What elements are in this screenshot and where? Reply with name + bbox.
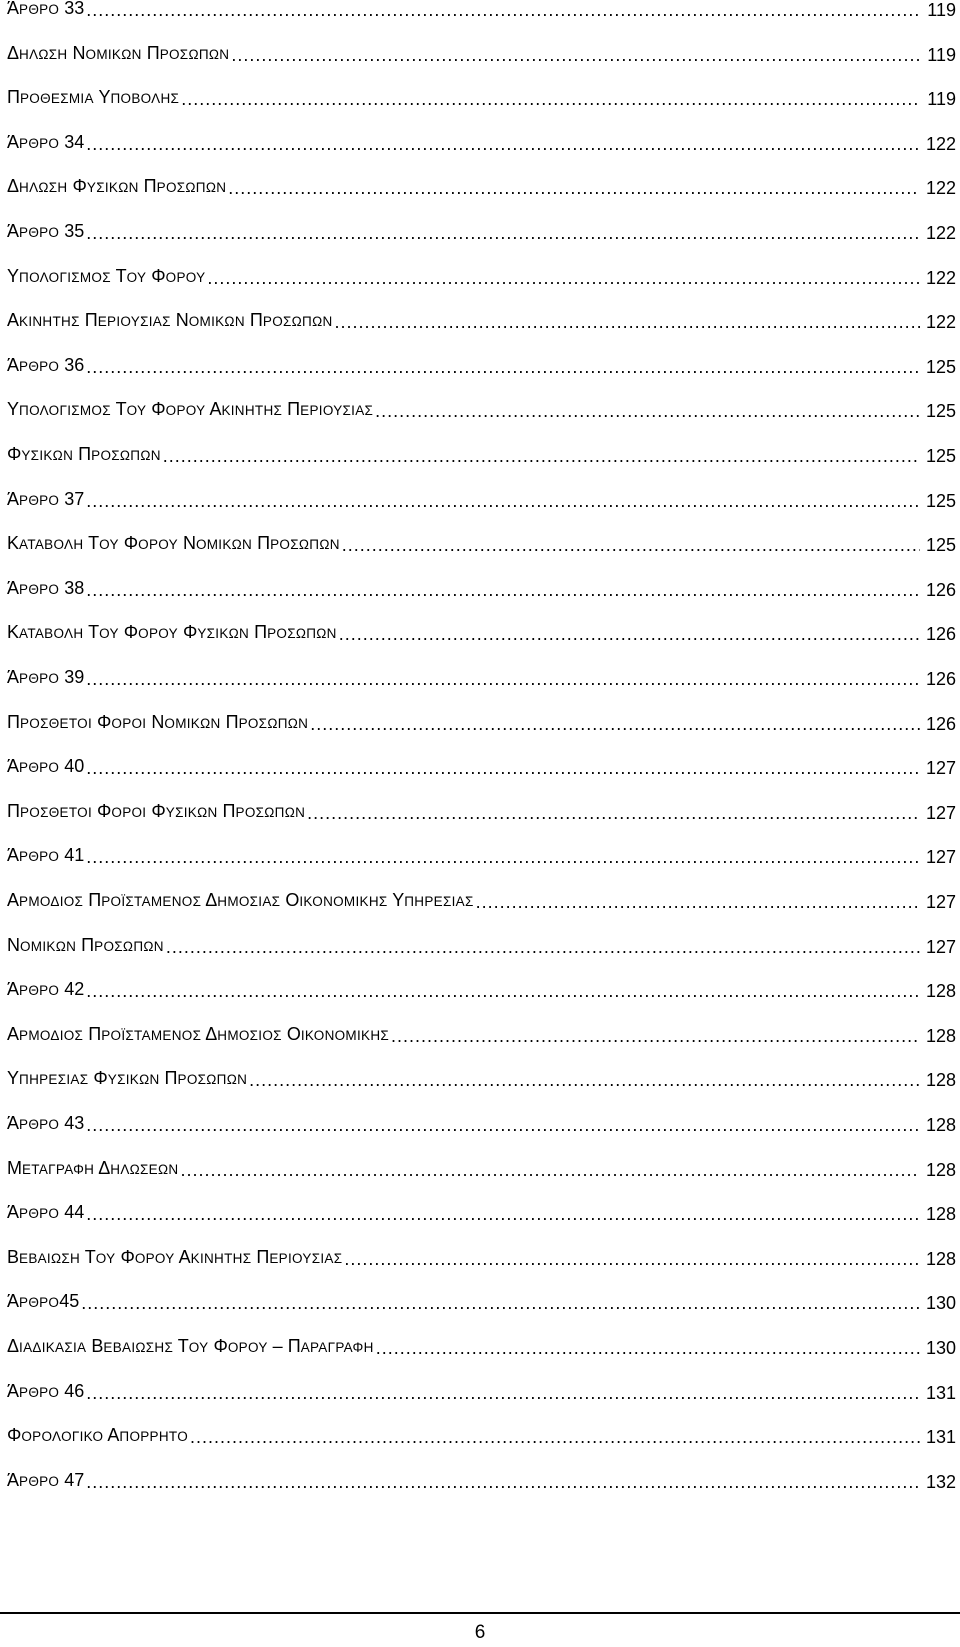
toc-entry-page: 131 <box>925 1427 956 1448</box>
toc-entry[interactable] <box>7 1017 956 1047</box>
toc-entry[interactable] <box>7 749 956 779</box>
toc-entry[interactable] <box>7 80 956 110</box>
toc-dot-leader <box>84 846 920 868</box>
toc-entry[interactable] <box>7 1240 956 1270</box>
toc-entry-title: ΦΥΣΙΚΩΝ ΠΡΟΣΩΠΩΝ <box>7 444 161 464</box>
toc-entry-page: 127 <box>925 847 956 868</box>
toc-entry-page: 128 <box>925 1159 956 1180</box>
toc-dot-leader <box>164 936 920 958</box>
toc-entry-page: 125 <box>925 401 956 422</box>
toc-entry-title: ΆΡΘΡΟ 41 <box>7 845 85 866</box>
toc-dot-leader <box>374 1337 920 1359</box>
toc-entry-page: 126 <box>925 669 956 689</box>
toc-entry-title: ΠΡΟΘΕΣΜΙΑ ΥΠΟΒΟΛΗΣ <box>7 87 180 108</box>
toc-entry-title: ΑΡΜΟΔΙΟΣ ΠΡΟΪΣΤΑΜΕΝΟΣ ΔΗΜΟΣΙΟΣ ΟΙΚΟΝΟΜΙΚΗΣ <box>7 1023 390 1044</box>
toc-dot-leader <box>333 311 920 333</box>
toc-entry-page: 127 <box>925 936 956 957</box>
toc-entry-page: 126 <box>925 624 956 645</box>
toc-dot-leader <box>229 44 921 66</box>
toc-entry-title: ΆΡΘΡΟ 44 <box>7 1202 85 1223</box>
toc-entry-page: 126 <box>925 579 956 600</box>
toc-entry-title: ΦΟΡΟΛΟΓΙΚΟ ΑΠΟΡΡΗΤΟ <box>7 1425 189 1446</box>
toc-entry[interactable] <box>7 571 956 601</box>
toc-dot-leader <box>79 1292 920 1314</box>
toc-dot-leader <box>188 1426 920 1448</box>
toc-entry-page: 122 <box>925 223 956 243</box>
toc-entry-page: 128 <box>925 1248 956 1269</box>
toc-entry[interactable] <box>7 348 956 378</box>
toc-entry-title: ΆΡΘΡΟ 37 <box>7 488 85 509</box>
toc-entry-page: 128 <box>925 981 956 1002</box>
toc-entry[interactable] <box>7 392 956 422</box>
toc-entry-title: ΑΡΜΟΔΙΟΣ ΠΡΟΪΣΤΑΜΕΝΟΣ ΔΗΜΟΣΙΑΣ ΟΙΚΟΝΟΜΙΚΗΣ ΥΠΗΡΕΣΙΑΣ <box>7 890 474 910</box>
toc-dot-leader <box>84 490 920 512</box>
toc-entry[interactable] <box>7 125 956 155</box>
toc-entry[interactable] <box>7 437 956 467</box>
toc-entry[interactable] <box>7 1374 956 1404</box>
toc-entry-page: 128 <box>925 1070 956 1091</box>
toc-dot-leader <box>84 222 920 244</box>
toc-dot-leader <box>474 891 920 913</box>
toc-dot-leader <box>84 668 920 690</box>
toc-entry-page: 125 <box>925 535 956 556</box>
toc-entry[interactable] <box>7 838 956 868</box>
toc-entry-page: 126 <box>925 713 956 734</box>
toc-entry-title: ΜΕΤΑΓΡΑΦΗ ΔΗΛΩΣΕΩΝ <box>7 1157 179 1178</box>
toc-entry-title: ΆΡΘΡΟ 39 <box>7 667 85 687</box>
toc-dot-leader <box>308 713 920 735</box>
toc-entry[interactable] <box>7 972 956 1002</box>
toc-entry-page: 125 <box>925 356 956 377</box>
toc-dot-leader <box>84 1203 920 1225</box>
toc-dot-leader <box>247 1069 920 1091</box>
toc-entry-title: ΒΕΒΑΙΩΣΗ ΤΟΥ ΦΟΡΟΥ ΑΚΙΝΗΤΗΣ ΠΕΡΙΟΥΣΙΑΣ <box>7 1246 343 1267</box>
toc-entry-page: 119 <box>927 89 956 110</box>
toc-entry-title: ΆΡΘΡΟ 40 <box>7 756 85 777</box>
toc-entry-title: ΑΚΙΝΗΤΗΣ ΠΕΡΙΟΥΣΙΑΣ ΝΟΜΙΚΩΝ ΠΡΟΣΩΠΩΝ <box>7 310 333 331</box>
toc-entry-title: ΝΟΜΙΚΩΝ ΠΡΟΣΩΠΩΝ <box>7 934 164 955</box>
toc-entry[interactable] <box>7 1329 956 1359</box>
toc-entry[interactable] <box>7 214 956 244</box>
toc-entry-title: ΚΑΤΑΒΟΛΗ ΤΟΥ ΦΟΡΟΥ ΦΥΣΙΚΩΝ ΠΡΟΣΩΠΩΝ <box>7 622 337 643</box>
toc-entry[interactable] <box>7 0 956 21</box>
toc-entry-page: 131 <box>925 1382 956 1403</box>
toc-dot-leader <box>84 757 920 779</box>
toc-entry-title: ΆΡΘΡΟ 34 <box>7 131 85 152</box>
toc-entry[interactable] <box>7 928 956 958</box>
toc-entry-page: 132 <box>925 1471 956 1492</box>
toc-dot-leader <box>84 133 920 155</box>
toc-entry-title: ΆΡΘΡΟ 36 <box>7 354 85 375</box>
toc-entry[interactable] <box>7 615 956 645</box>
toc-entry[interactable] <box>7 794 956 824</box>
toc-entry[interactable] <box>7 1195 956 1225</box>
toc-entry-title: ΆΡΘΡΟ45 <box>7 1291 80 1312</box>
toc-dot-leader <box>84 1471 920 1493</box>
toc-entry-page: 130 <box>925 1293 956 1314</box>
toc-entry-page: 119 <box>927 44 956 65</box>
toc-entry[interactable] <box>7 883 956 913</box>
toc-dot-leader <box>389 1025 920 1047</box>
toc-dot-leader <box>226 177 920 199</box>
toc-entry-title: ΠΡΟΣΘΕΤΟΙ ΦΟΡΟΙ ΦΥΣΙΚΩΝ ΠΡΟΣΩΠΩΝ <box>7 800 306 821</box>
toc-dot-leader <box>84 579 920 601</box>
toc-dot-leader <box>84 356 920 378</box>
toc-entry-page: 122 <box>925 133 956 154</box>
toc-dot-leader <box>337 623 920 645</box>
toc-entry-page: 122 <box>925 312 956 333</box>
toc-entry-page: 127 <box>925 758 956 779</box>
toc-entry-page: 122 <box>925 267 956 288</box>
toc-dot-leader <box>84 0 921 21</box>
toc-entry[interactable] <box>7 482 956 512</box>
page-number: 6 <box>474 1622 486 1643</box>
toc-entry-page: 125 <box>925 446 956 466</box>
toc-entry[interactable] <box>7 660 956 690</box>
toc-entry[interactable] <box>7 169 956 199</box>
toc-entry-page: 127 <box>925 892 956 912</box>
toc-entry-title: ΆΡΘΡΟ 38 <box>7 577 85 598</box>
toc-dot-leader <box>205 267 920 289</box>
toc-entry[interactable] <box>7 1284 956 1314</box>
footer-divider <box>0 1612 960 1614</box>
toc-entry-page: 128 <box>925 1204 956 1225</box>
toc-entry[interactable] <box>7 303 956 333</box>
toc-dot-leader <box>84 1382 920 1404</box>
toc-entry[interactable] <box>7 526 956 556</box>
toc-entry-page: 130 <box>925 1338 956 1358</box>
toc-entry[interactable] <box>7 1463 956 1493</box>
toc-entry-title: ΆΡΘΡΟ 42 <box>7 979 85 1000</box>
toc-entry-title: ΥΠΗΡΕΣΙΑΣ ΦΥΣΙΚΩΝ ΠΡΟΣΩΠΩΝ <box>7 1068 248 1089</box>
toc-entry-title: ΥΠΟΛΟΓΙΣΜΟΣ ΤΟΥ ΦΟΡΟΥ <box>7 265 206 286</box>
toc-entry[interactable] <box>7 1106 956 1136</box>
toc-entry[interactable] <box>7 36 956 66</box>
toc-entry-page: 128 <box>925 1025 956 1046</box>
toc-entry[interactable] <box>7 1151 956 1181</box>
toc-entry-title: ΚΑΤΑΒΟΛΗ ΤΟΥ ΦΟΡΟΥ ΝΟΜΙΚΩΝ ΠΡΟΣΩΠΩΝ <box>7 533 340 554</box>
toc-dot-leader <box>84 980 920 1002</box>
toc-dot-leader <box>373 400 920 422</box>
toc-entry-title: ΥΠΟΛΟΓΙΣΜΟΣ ΤΟΥ ΦΟΡΟΥ ΑΚΙΝΗΤΗΣ ΠΕΡΙΟΥΣΙΑΣ <box>7 399 374 420</box>
toc-entry[interactable] <box>7 259 956 289</box>
toc-entry-page: 127 <box>925 802 956 823</box>
toc-dot-leader <box>178 1159 920 1181</box>
toc-entry[interactable] <box>7 705 956 735</box>
toc-dot-leader <box>342 1248 920 1270</box>
toc-entry-title: ΆΡΘΡΟ 43 <box>7 1113 85 1133</box>
toc-entry-page: 119 <box>927 0 956 20</box>
toc-entry[interactable] <box>7 1418 956 1448</box>
toc-entry-title: ΔΙΑΔΙΚΑΣΙΑ ΒΕΒΑΙΩΣΗΣ ΤΟΥ ΦΟΡΟΥ – ΠΑΡΑΓΡΑΦΗ <box>7 1336 374 1356</box>
toc-dot-leader <box>84 1114 920 1136</box>
toc-entry-title: ΆΡΘΡΟ 33 <box>7 0 85 18</box>
toc-entry-title: ΆΡΘΡΟ 47 <box>7 1469 85 1490</box>
toc-dot-leader <box>161 445 920 467</box>
toc-dot-leader <box>305 802 920 824</box>
toc-entry-page: 125 <box>925 490 956 511</box>
toc-entry-title: ΔΗΛΩΣΗ ΝΟΜΙΚΩΝ ΠΡΟΣΩΠΩΝ <box>7 42 230 63</box>
toc-entry-title: ΆΡΘΡΟ 46 <box>7 1380 85 1401</box>
toc-entry-title: ΆΡΘΡΟ 35 <box>7 221 85 241</box>
toc-dot-leader <box>179 88 921 110</box>
toc-entry[interactable] <box>7 1061 956 1091</box>
toc-entry-title: ΠΡΟΣΘΕΤΟΙ ΦΟΡΟΙ ΝΟΜΙΚΩΝ ΠΡΟΣΩΠΩΝ <box>7 711 309 732</box>
toc-dot-leader <box>340 534 920 556</box>
toc-entry-page: 128 <box>925 1115 956 1135</box>
toc-entry-title: ΔΗΛΩΣΗ ΦΥΣΙΚΩΝ ΠΡΟΣΩΠΩΝ <box>7 176 227 197</box>
toc-entry-page: 122 <box>925 178 956 199</box>
